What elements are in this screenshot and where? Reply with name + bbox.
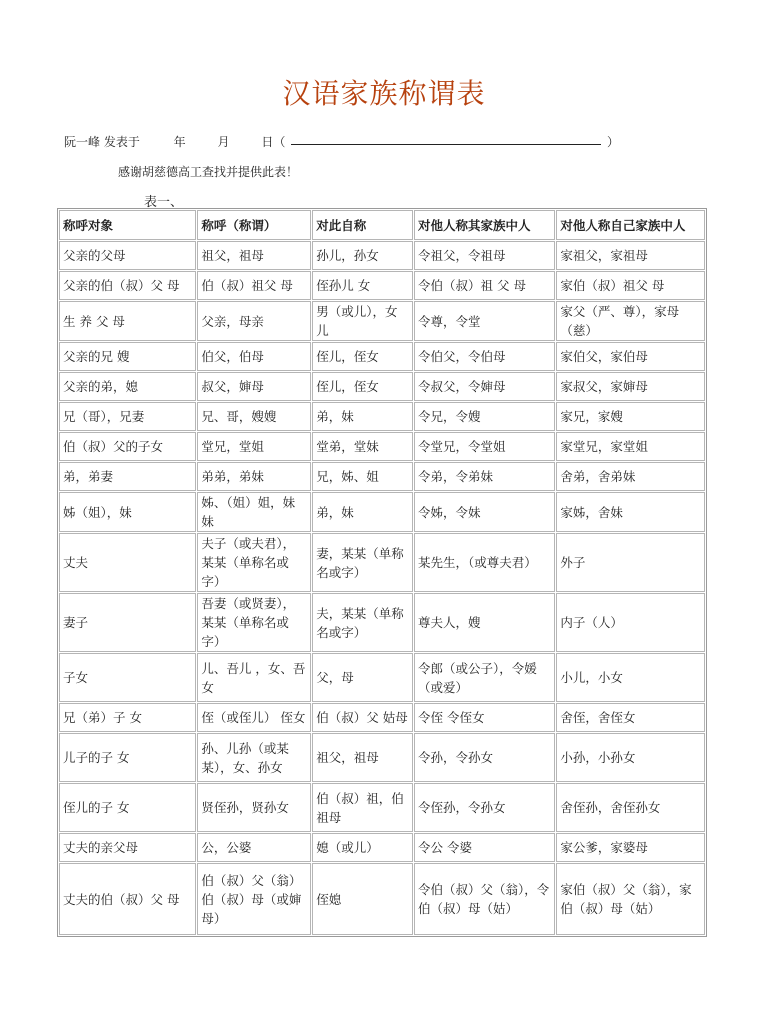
table-row <box>59 863 705 935</box>
table-row <box>59 462 705 491</box>
table-row <box>59 833 705 862</box>
table-cell: 令郎（或公子），令媛（或爱） <box>414 653 555 702</box>
table-cell: 吾妻（或贤妻），某某（单称名或字） <box>197 593 311 652</box>
thanks-note: 感谢胡慈德高工查找并提供此表！ <box>118 165 299 179</box>
table-cell: 尊夫人，嫂 <box>414 593 555 652</box>
table-cell: 祖父，祖母 <box>197 241 311 270</box>
table-cell: 外子 <box>556 533 705 592</box>
header-cell: 称呼对象 <box>59 210 196 240</box>
table-cell: 侄儿的子 女 <box>59 783 196 832</box>
table-cell: 家堂兄，家堂姐 <box>556 432 705 461</box>
table-cell: 父亲的弟，媳 <box>59 372 196 401</box>
table-cell: 伯（叔）祖，伯祖母 <box>312 783 413 832</box>
table-row <box>59 241 705 270</box>
table-cell: 伯（叔）父 姑母 <box>312 703 413 732</box>
table-cell: 夫，某某（单称名或字） <box>312 593 413 652</box>
table-row <box>59 533 705 592</box>
table-cell: 令尊，令堂 <box>414 301 555 341</box>
table-row <box>59 301 705 341</box>
table-cell: 公，公婆 <box>197 833 311 862</box>
byline-month: 月 <box>217 135 230 149</box>
table-cell: 舍侄，舍侄女 <box>556 703 705 732</box>
page-title: 汉语家族称谓表 <box>282 77 486 110</box>
header-cell: 对他人称其家族中人 <box>414 210 555 240</box>
table-cell: 父亲的父母 <box>59 241 196 270</box>
table-cell: 兄、哥，嫂嫂 <box>197 402 311 431</box>
table-cell: 某先生，（或尊夫君） <box>414 533 555 592</box>
table-cell: 弟，弟妻 <box>59 462 196 491</box>
table-cell: 小儿，小女 <box>556 653 705 702</box>
table-cell: 令侄孙，令孙女 <box>414 783 555 832</box>
table-cell: 令公 令婆 <box>414 833 555 862</box>
table-cell: 妻，某某（单称名或字） <box>312 533 413 592</box>
table-cell: 丈夫的伯（叔）父 母 <box>59 863 196 935</box>
table-cell: 伯（叔）父的子女 <box>59 432 196 461</box>
table-row <box>59 733 705 782</box>
table-caption: 表一、 <box>144 195 184 210</box>
table-cell: 令侄 令侄女 <box>414 703 555 732</box>
table-cell: 伯（叔）父（翁）伯（叔）母（或婶母） <box>197 863 311 935</box>
table-cell: 父，母 <box>312 653 413 702</box>
table-cell: 兄（哥），兄妻 <box>59 402 196 431</box>
table-cell: 丈夫 <box>59 533 196 592</box>
table-cell: 儿子的子 女 <box>59 733 196 782</box>
header-cell: 对他人称自己家族中人 <box>556 210 705 240</box>
table-cell: 侄媳 <box>312 863 413 935</box>
table-cell: 家父（严、尊），家母（慈） <box>556 301 705 341</box>
table-cell: 令伯（叔）祖 父 母 <box>414 271 555 300</box>
table-cell: 家伯（叔）父（翁），家伯（叔）母（姑） <box>556 863 705 935</box>
table-cell: 儿、吾儿 ，女、吾女 <box>197 653 311 702</box>
table-cell: 丈夫的亲父母 <box>59 833 196 862</box>
table-cell: 令兄，令嫂 <box>414 402 555 431</box>
table-row <box>59 492 705 532</box>
table-cell: 家公爹，家婆母 <box>556 833 705 862</box>
table-cell: 令孙，令孙女 <box>414 733 555 782</box>
table-cell: 男（或儿），女儿 <box>312 301 413 341</box>
table-cell: 令弟，令弟妹 <box>414 462 555 491</box>
table-cell: 孙儿，孙女 <box>312 241 413 270</box>
header-cell: 称呼（称谓） <box>197 210 311 240</box>
table-cell: 子女 <box>59 653 196 702</box>
table-cell: 侄（或侄儿） 侄女 <box>197 703 311 732</box>
table-cell: 父亲的伯（叔）父 母 <box>59 271 196 300</box>
table-cell: 伯（叔）祖父 母 <box>197 271 311 300</box>
table-cell: 堂弟，堂妹 <box>312 432 413 461</box>
table-cell: 夫子（或夫君），某某（单称名或字） <box>197 533 311 592</box>
table-header-row <box>59 210 705 240</box>
table-cell: 家叔父，家婶母 <box>556 372 705 401</box>
table-cell: 令姊，令妹 <box>414 492 555 532</box>
table-cell: 令伯（叔）父（翁），令伯（叔）母（姑） <box>414 863 555 935</box>
table-cell: 家姊，舍妹 <box>556 492 705 532</box>
table-cell: 令堂兄，令堂姐 <box>414 432 555 461</box>
table-cell: 贤侄孙，贤孙女 <box>197 783 311 832</box>
table-cell: 妻子 <box>59 593 196 652</box>
table-cell: 家伯父，家伯母 <box>556 342 705 371</box>
table-cell: 弟，妹 <box>312 492 413 532</box>
table-cell: 孙、儿孙（或某某），女、孙女 <box>197 733 311 782</box>
table-cell: 姊（姐），妹 <box>59 492 196 532</box>
table-cell: 伯父，伯母 <box>197 342 311 371</box>
byline-blank-line <box>291 134 601 145</box>
table-cell: 家伯（叔）祖父 母 <box>556 271 705 300</box>
table-row <box>59 402 705 431</box>
table-cell: 父亲的兄 嫂 <box>59 342 196 371</box>
header-cell: 对此自称 <box>312 210 413 240</box>
table-cell: 家兄，家嫂 <box>556 402 705 431</box>
table-cell: 令祖父，令祖母 <box>414 241 555 270</box>
table-row <box>59 653 705 702</box>
table-cell: 弟，妹 <box>312 402 413 431</box>
table-cell: 舍侄孙，舍侄孙女 <box>556 783 705 832</box>
table-cell: 舍弟，舍弟妹 <box>556 462 705 491</box>
byline <box>64 133 619 150</box>
table-cell: 生 养 父 母 <box>59 301 196 341</box>
byline-year: 年 <box>173 135 186 149</box>
table-row <box>59 703 705 732</box>
table-cell: 弟弟，弟妹 <box>197 462 311 491</box>
table-row <box>59 783 705 832</box>
table-cell: 叔父，婶母 <box>197 372 311 401</box>
byline-day: 日（ <box>261 135 286 149</box>
table-cell: 内子（人） <box>556 593 705 652</box>
table-cell: 兄，姊、姐 <box>312 462 413 491</box>
table-cell: 令伯父，令伯母 <box>414 342 555 371</box>
table-cell: 家祖父，家祖母 <box>556 241 705 270</box>
table-cell: 侄孙儿 女 <box>312 271 413 300</box>
table-row <box>59 593 705 652</box>
table-row <box>59 372 705 401</box>
table-row <box>59 271 705 300</box>
byline-author: 阮一峰 发表于 <box>64 135 140 149</box>
table-row <box>59 342 705 371</box>
table-cell: 父亲，母亲 <box>197 301 311 341</box>
table-cell: 小孙，小孙女 <box>556 733 705 782</box>
kinship-table <box>57 208 707 937</box>
table-cell: 兄（弟）子 女 <box>59 703 196 732</box>
table-cell: 堂兄，堂姐 <box>197 432 311 461</box>
table-cell: 令叔父，令婶母 <box>414 372 555 401</box>
table-cell: 侄儿，侄女 <box>312 372 413 401</box>
table-cell: 祖父，祖母 <box>312 733 413 782</box>
table-row <box>59 432 705 461</box>
table-cell: 侄儿，侄女 <box>312 342 413 371</box>
table-cell: 姊、（姐）姐，妹妹 <box>197 492 311 532</box>
byline-close: ） <box>607 135 620 149</box>
table-cell: 媳（或儿） <box>312 833 413 862</box>
